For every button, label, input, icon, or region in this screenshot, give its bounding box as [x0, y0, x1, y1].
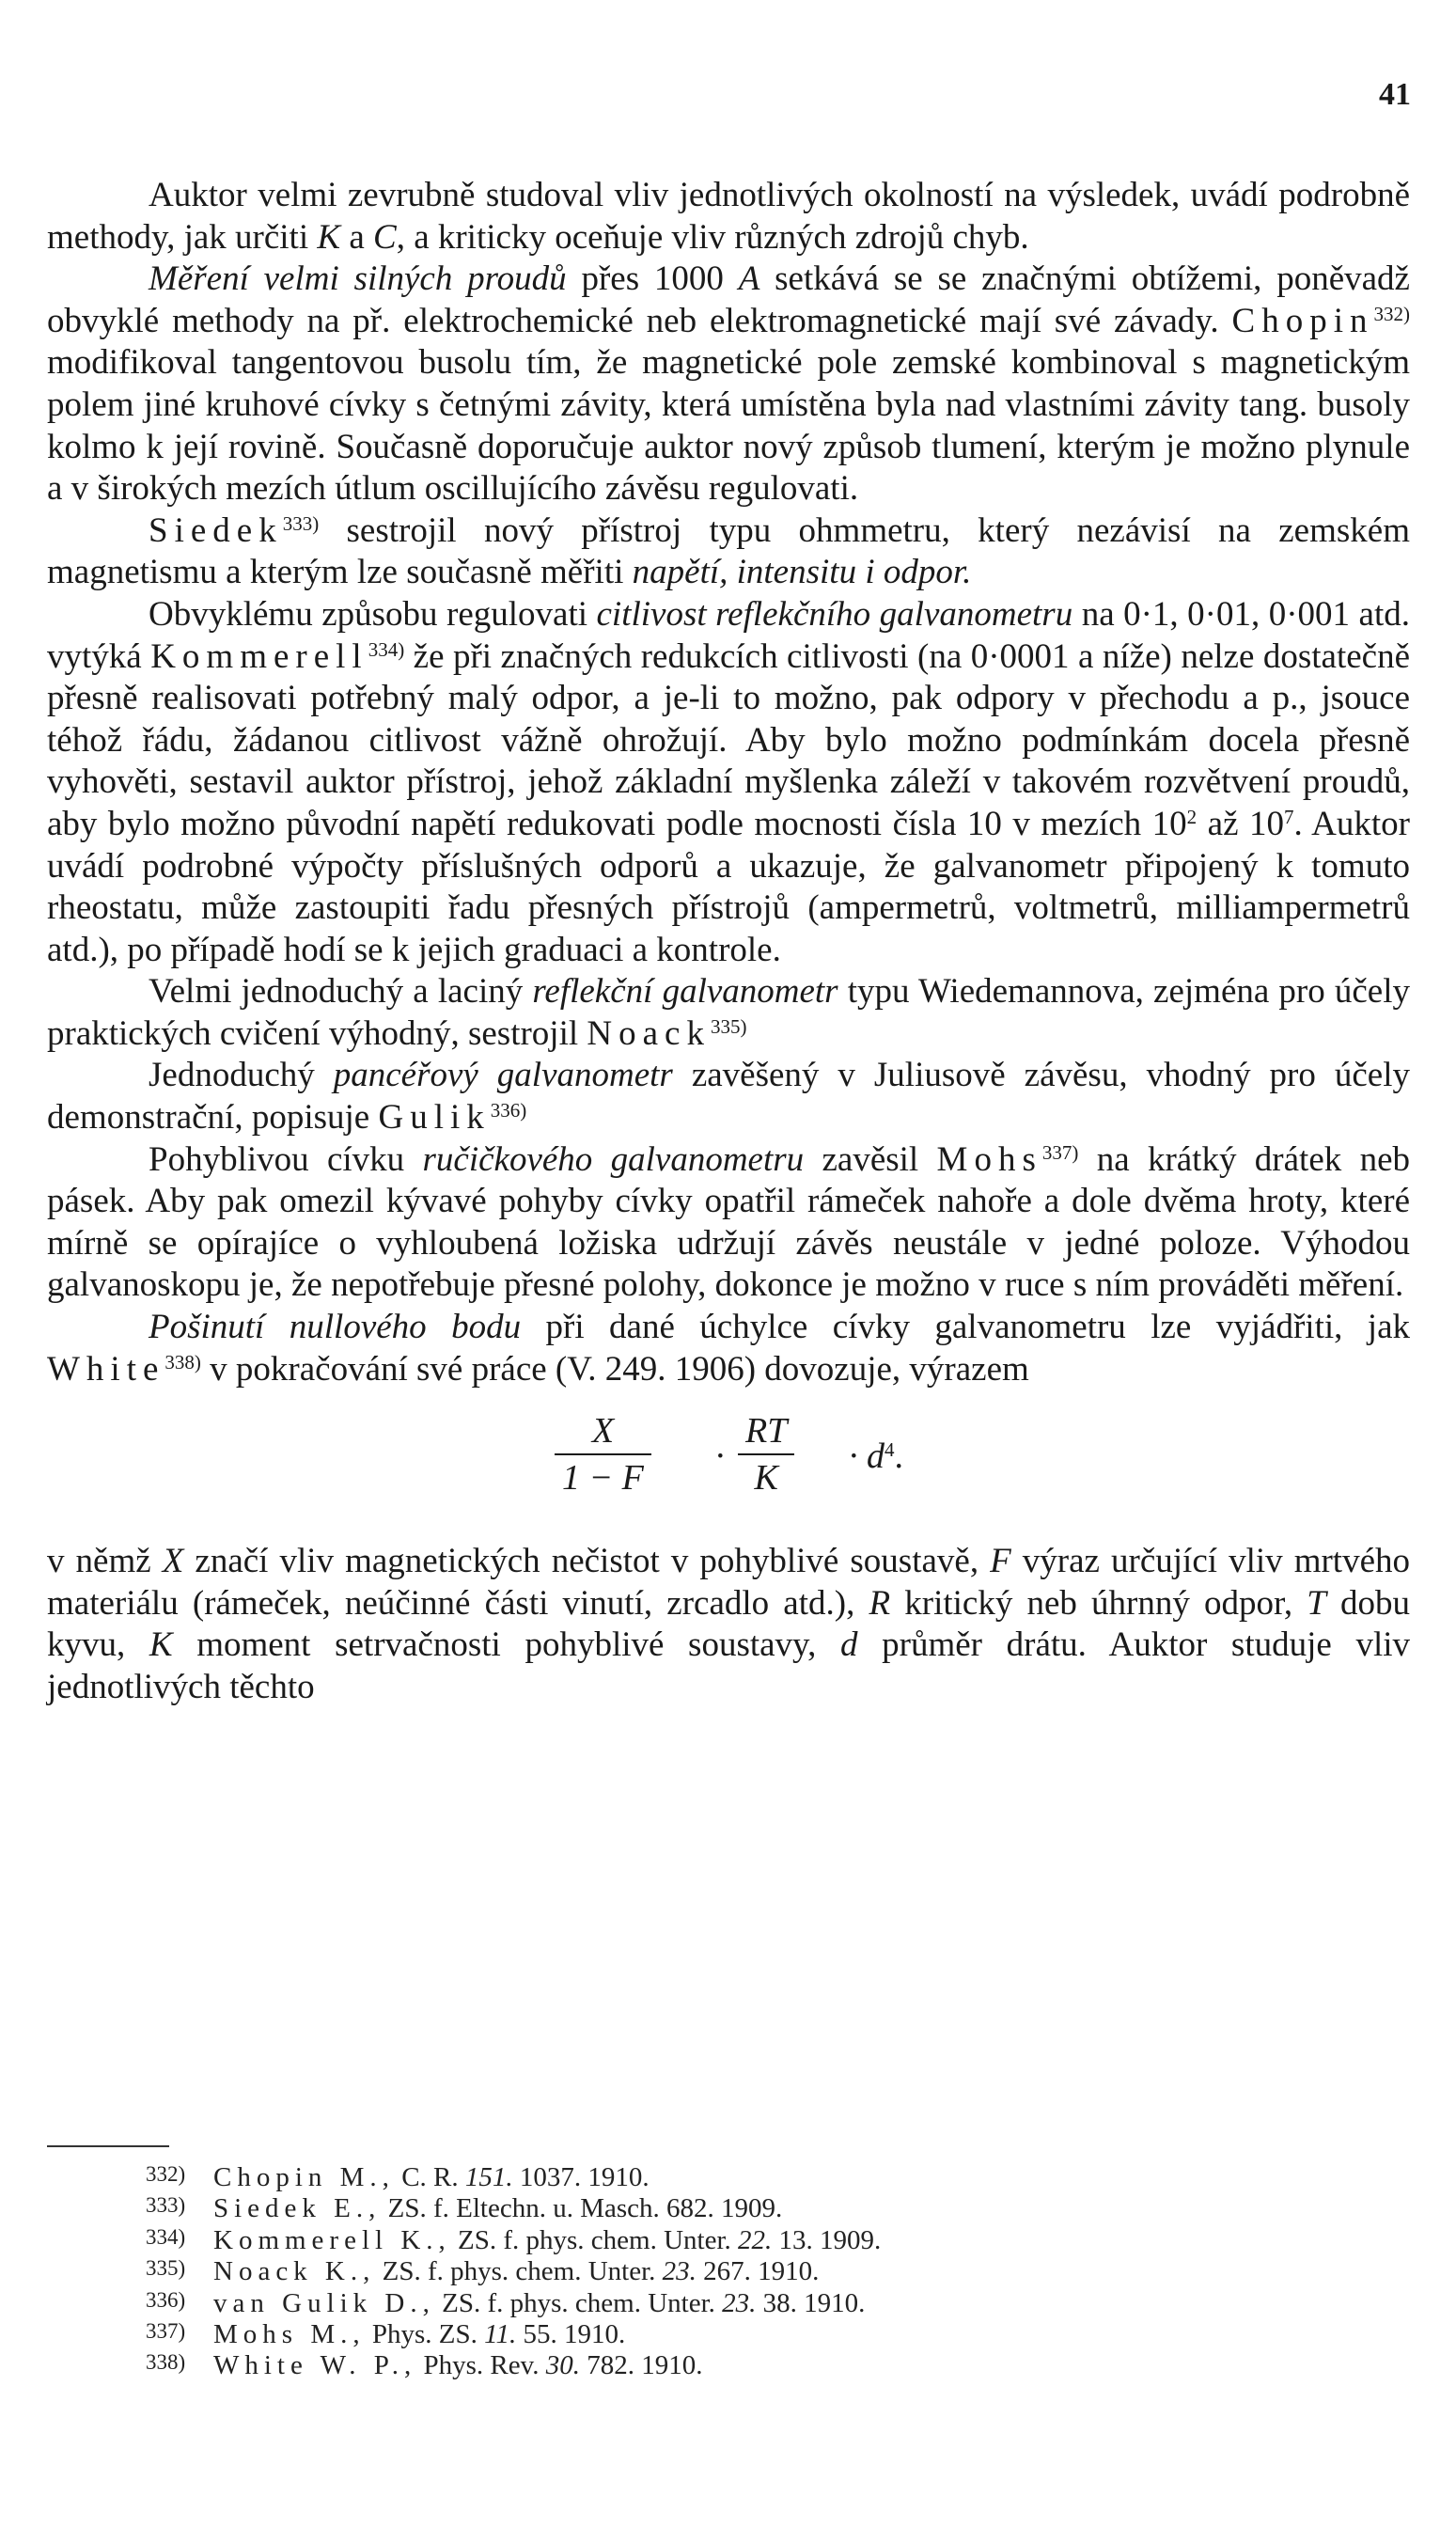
- paragraph-7: [47, 1139, 1410, 1307]
- footnote-text: 13. 1909.: [772, 2224, 882, 2255]
- paragraph-1: [47, 175, 1410, 259]
- paragraph-9: [47, 1541, 1410, 1708]
- text-run: až 10: [1197, 804, 1284, 843]
- footnote: [146, 2317, 1321, 2348]
- author-name: Kommerell: [150, 636, 368, 676]
- footnote-text: ZS. f. Eltechn. u. Masch. 682. 1909.: [381, 2193, 783, 2224]
- footnote-volume: 23.: [662, 2256, 697, 2287]
- text-run: .: [894, 1436, 903, 1477]
- footnote-number: 337): [146, 2319, 186, 2344]
- text-run: na 0·1, 0·01, 0·001 atd. vytýká: [47, 594, 1410, 676]
- fraction-numerator: X: [591, 1411, 615, 1452]
- text-run: Pohyblivou cívku: [149, 1139, 423, 1179]
- variable: d: [840, 1625, 858, 1665]
- paragraph-2: [47, 259, 1410, 510]
- paragraph-8: [47, 1307, 1410, 1390]
- variable: X: [162, 1542, 184, 1581]
- author-name: Chopin: [1231, 301, 1374, 340]
- text-run: výraz určující vliv mrtvého materiálu (rámeček, neúčinné části vinutí, zrcadlo atd.),: [47, 1542, 1410, 1623]
- footnote: [146, 2254, 1321, 2285]
- author-name: Mohs: [936, 1139, 1042, 1179]
- variable: R: [869, 1583, 891, 1623]
- footnote-ref: 338): [164, 1350, 201, 1374]
- footnote-ref: 334): [368, 637, 405, 661]
- footnote-author: Noack K.,: [213, 2256, 376, 2287]
- text-run: kritický neb úhrnný odpor,: [890, 1583, 1307, 1623]
- footnote: [146, 2286, 1321, 2317]
- footnote-text: 38. 1910.: [756, 2287, 866, 2318]
- footnote-ref: 332): [1373, 302, 1410, 325]
- text-run: dobu kyvu,: [47, 1583, 1411, 1665]
- footnote-author: White W. P.,: [213, 2350, 417, 2381]
- footnote-text: 1037. 1910.: [512, 2162, 650, 2192]
- variable: d: [867, 1436, 885, 1477]
- text-run: zavěsil: [804, 1139, 937, 1179]
- footnote-volume: 30.: [545, 2350, 580, 2381]
- footnote-author: Chopin M.,: [213, 2162, 395, 2192]
- footnote-text: 55. 1910.: [516, 2319, 626, 2350]
- text-run: modifikoval tangentovou busolu tím, že magnetické pole zemské kombinoval s magnetickým polem jiné kruhové cívky s četnými závity, která umístěna byla nad vlastními závity tang. busoly kolmo k její rovině. Současně doporučuje auktor nový způsob tlumení, kterým je možno plynule a v širokých mezích útlum oscillujícího závěsu regulovati.: [47, 343, 1410, 509]
- footnote-author: Siedek E.,: [213, 2193, 382, 2224]
- footnote-author: van Gulik D.,: [213, 2287, 435, 2318]
- formula: [47, 1411, 1410, 1505]
- variable: F: [990, 1542, 1011, 1581]
- emphasis: pancéřový galvanometr: [333, 1056, 673, 1095]
- footnote-author: Kommerell K.,: [213, 2224, 451, 2255]
- author-name: Gulik: [378, 1098, 491, 1138]
- text-run: . Auktor uvádí podrobné výpočty příslušných odporů a ukazuje, že galvanometr připojený k tomuto rheostatu, může zastoupiti řadu přesných přístrojů (ampermetrů, voltmetrů, milliampermetrů atd.), po případě hodí se k jejich graduaci a kontrole.: [47, 804, 1411, 969]
- text-run: Auktor velmi zevrubně studoval vliv jednotlivých okolností na výsledek, uvádí podrobně methody, jak určiti: [47, 176, 1410, 257]
- text-run: průměr drátu. Auktor studuje vliv jednotlivých těchto: [47, 1625, 1411, 1706]
- text-run: přes 1000: [566, 259, 739, 299]
- emphasis: Měření velmi silných proudů: [149, 259, 567, 299]
- fraction-bar: [738, 1453, 794, 1455]
- author-name: White: [47, 1349, 165, 1389]
- text-run: že při značných redukcích citlivosti (na 0·0001 a níže) nelze dostatečně přesně realisovati potřebný malý odpor, a je-li to možno, pak odpory v přechodu a p., jsouce téhož řádu, žádanou citlivost vážně ohrožují. Aby bylo možno podmínkám docela přesně vyhověti, sestavil auktor přístroj, jehož základní myšlenka záleží v takovém rozvětvení proudů, aby bylo možno původní napětí redukovati podle mocnosti čísla 10 v mezích 10: [47, 636, 1411, 843]
- footnote-text: 782. 1910.: [579, 2350, 703, 2381]
- text-run: typu Wiedemannova, zejména pro účely praktických cvičení výhodný, sestrojil: [47, 972, 1411, 1053]
- text-run: , a kriticky oceňuje vliv různých zdrojů chyb.: [396, 217, 1029, 257]
- emphasis: napětí, intensitu i odpor.: [632, 553, 972, 592]
- text-run: v pokračování své práce (V. 249. 1906) dovozuje, výrazem: [200, 1349, 1029, 1389]
- footnote-volume: 23.: [722, 2287, 757, 2318]
- text-run: zavěšený v Juliusově závěsu, vhodný pro účely demonstrační, popisuje: [47, 1056, 1410, 1138]
- footnote-author: Mohs M.,: [213, 2319, 366, 2350]
- text-run: Jednoduchý: [149, 1056, 334, 1095]
- text-run: sestrojil nový přístroj typu ohmmetru, který nezávisí na zemském magnetismu a kterým lze současně měřiti: [47, 510, 1410, 592]
- text-run: Velmi jednoduchý a laciný: [149, 972, 533, 1012]
- text-run: setkává se se značnými obtížemi, poněvadž obvyklé methody na př. elektrochemické neb elektromagnetické mají své závady.: [47, 259, 1410, 340]
- page-number: 41: [1379, 77, 1411, 112]
- paragraph-4: [47, 594, 1410, 971]
- footnote-number: 338): [146, 2350, 186, 2375]
- footnote-text: 267. 1910.: [696, 2256, 820, 2287]
- formula-power: [867, 1436, 903, 1478]
- text-run: na krátký drátek neb pásek. Aby pak omezil kývavé pohyby cívky opatřil rámeček nahoře a dole dvěma hroty, které mírně se opírajíce o vyhloubená ložiska udržují závěs neustále v jedné poloze. Výhodou galvanoskopu je, že nepotřebuje přesné polohy, dokonce je možno v ruce s ním prováděti měření.: [47, 1139, 1410, 1305]
- footnote-text: ZS. f. phys. chem. Unter.: [375, 2256, 663, 2287]
- emphasis: Pošinutí nullového bodu: [149, 1308, 522, 1347]
- fraction-numerator: RT: [745, 1411, 788, 1452]
- fraction-2: [738, 1411, 794, 1498]
- footnote-number: 333): [146, 2193, 186, 2218]
- footnote-text: Phys. ZS.: [365, 2319, 485, 2350]
- variable: T: [1307, 1583, 1326, 1623]
- footnote-volume: 22.: [738, 2224, 773, 2255]
- footnotes: [146, 2160, 1321, 2380]
- footnote: [146, 2223, 1321, 2254]
- fraction-denominator: K: [754, 1458, 778, 1499]
- paragraph-5: [47, 971, 1410, 1055]
- footnote-ref: 335): [710, 1014, 747, 1038]
- variable: A: [738, 259, 760, 299]
- footnote-ref: 337): [1041, 1140, 1079, 1164]
- variable: C: [373, 217, 397, 257]
- footnote-number: 332): [146, 2162, 186, 2186]
- paragraph-6: [47, 1055, 1410, 1138]
- body-text: [47, 175, 1410, 1709]
- footnote-number: 335): [146, 2256, 186, 2281]
- footnote-divider: [47, 2145, 169, 2147]
- footnote-text: ZS. f. phys. chem. Unter.: [450, 2224, 739, 2255]
- exponent: 4: [885, 1438, 895, 1462]
- author-name: Siedek: [149, 510, 283, 550]
- footnote: [146, 2191, 1321, 2222]
- footnote-number: 336): [146, 2287, 186, 2312]
- footnote-ref: 336): [490, 1099, 527, 1122]
- emphasis: reflekční galvanometr: [532, 972, 838, 1012]
- footnote: [146, 2160, 1321, 2191]
- exponent: 7: [1283, 805, 1294, 828]
- text-run: a: [340, 217, 373, 257]
- variable: K: [317, 217, 341, 257]
- footnote-text: ZS. f. phys. chem. Unter.: [434, 2287, 723, 2318]
- footnote-volume: 11.: [484, 2319, 517, 2350]
- emphasis: ručičkového galvanometru: [422, 1139, 805, 1179]
- footnote-number: 334): [146, 2224, 186, 2249]
- emphasis: citlivost reflekčního galvanometru: [596, 594, 1073, 634]
- text-run: v němž: [47, 1542, 163, 1581]
- fraction-bar: [555, 1453, 651, 1455]
- footnote-text: Phys. Rev.: [416, 2350, 546, 2381]
- paragraph-3: [47, 510, 1410, 594]
- footnote: [146, 2348, 1321, 2379]
- multiplication-dot: ·: [848, 1436, 860, 1477]
- footnote-volume: 151.: [464, 2162, 513, 2192]
- footnote-text: C. R.: [394, 2162, 465, 2192]
- multiplication-dot: ·: [714, 1436, 727, 1477]
- fraction-denominator: 1 − F: [562, 1458, 644, 1499]
- fraction-1: [555, 1411, 651, 1498]
- text-run: při dané úchylce cívky galvanometru lze vyjádřiti, jak: [521, 1308, 1411, 1347]
- text-run: značí vliv magnetických nečistot v pohyblivé soustavě,: [183, 1542, 991, 1581]
- text-run: moment setrvačnosti pohyblivé soustavy,: [172, 1625, 841, 1665]
- author-name: Noack: [587, 1013, 711, 1053]
- exponent: 2: [1186, 805, 1198, 828]
- footnote-ref: 333): [282, 511, 320, 535]
- text-run: Obvyklému způsobu regulovati: [149, 594, 597, 634]
- variable: K: [149, 1625, 173, 1665]
